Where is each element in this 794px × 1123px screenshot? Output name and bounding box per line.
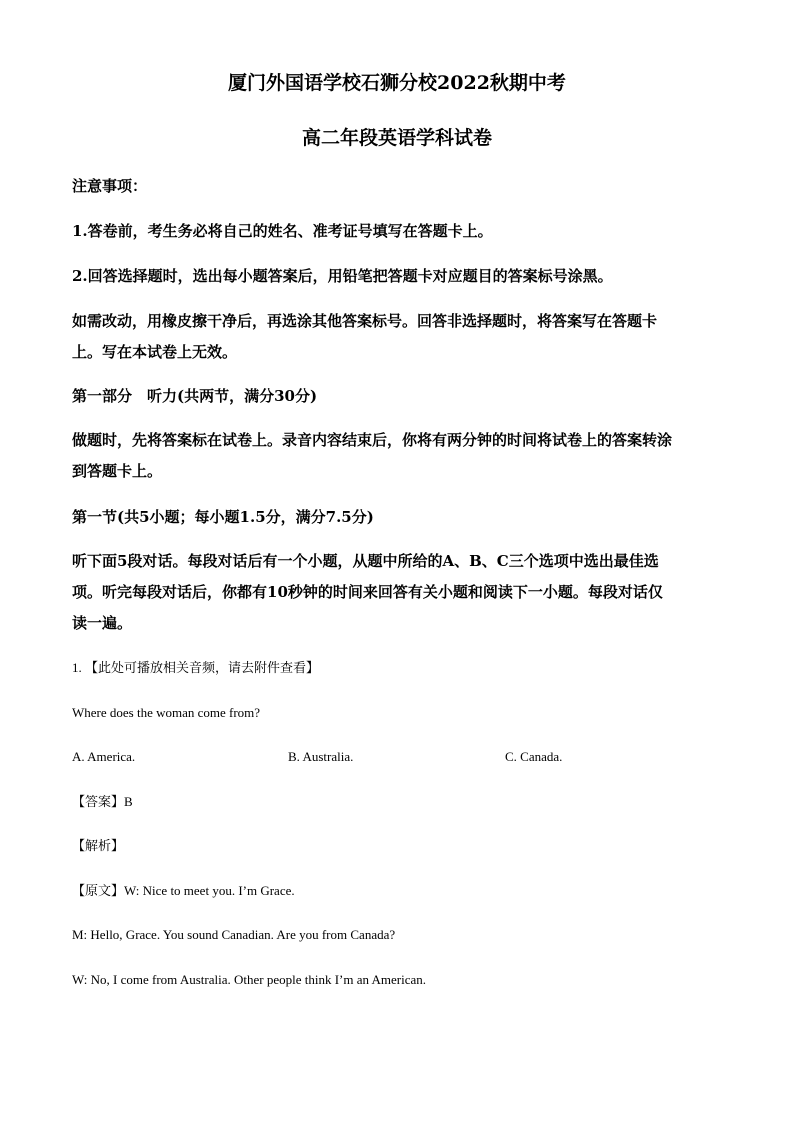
section1-instruction-line-3: 读一遍。 (72, 614, 133, 632)
option-a: A. America. (72, 749, 136, 764)
option-b: B. Australia. (288, 749, 354, 764)
notice-item-3-line-1: 如需改动，用橡皮擦干净后，再选涂其他答案标号。回答非选择题时，将答案写在答题卡 (72, 312, 658, 330)
answer-label: 【答案】B (72, 794, 133, 809)
option-c: C. Canada. (505, 749, 563, 764)
notice-heading: 注意事项： (72, 177, 148, 195)
section1-instruction-line-1: 听下面5段对话。每段对话后有一个小题，从题中所给的A、B、C三个选项中选出最佳选 (72, 552, 659, 570)
exam-subtitle: 高二年段英语学科试卷 (301, 127, 492, 149)
transcript-line-2: M: Hello, Grace. You sound Canadian. Are you from Canada? (72, 927, 396, 942)
notice-item-2: 2.回答选择题时，选出每小题答案后，用铅笔把答题卡对应题目的答案标号涂黑。 (72, 267, 613, 285)
question-1-stem: Where does the woman come from? (72, 705, 261, 720)
section1-heading: 第一节(共5小题；每小题1.5分，满分7.5分) (72, 508, 374, 526)
part1-heading: 第一部分 听力(共两节，满分30分) (72, 387, 318, 405)
question-1-audio-note: 1. 【此处可播放相关音频，请去附件查看】 (72, 660, 320, 675)
part1-instruction-line-2: 到答题卡上。 (72, 462, 163, 480)
part1-instruction-line-1: 做题时，先将答案标在试卷上。录音内容结束后，你将有两分钟的时间将试卷上的答案转涂 (72, 431, 673, 449)
exam-title: 厦门外国语学校石狮分校2022秋期中考 (228, 72, 566, 94)
notice-item-1: 1.答卷前，考生务必将自己的姓名、准考证号填写在答题卡上。 (72, 222, 493, 240)
transcript-line-3: W: No, I come from Australia. Other people think I’m an American. (72, 972, 427, 987)
transcript-line-1: 【原文】W: Nice to meet you. I’m Grace. (72, 883, 295, 898)
analysis-label: 【解析】 (72, 838, 125, 853)
notice-item-3-line-2: 上。写在本试卷上无效。 (72, 343, 238, 361)
section1-instruction-line-2: 项。听完每段对话后，你都有10秒钟的时间来回答有关小题和阅读下一小题。每段对话仅 (72, 583, 663, 601)
